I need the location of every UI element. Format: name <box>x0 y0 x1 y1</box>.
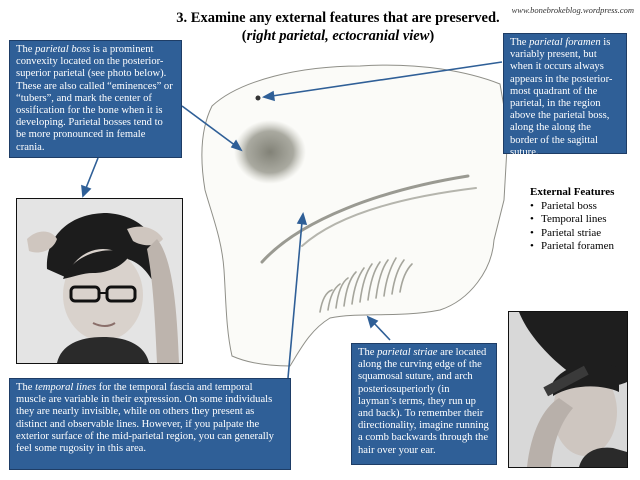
parietal-foramen-mark <box>256 96 261 101</box>
callout-text: The <box>358 347 378 358</box>
website-url: www.bonebrokeblog.wordpress.com <box>511 5 634 15</box>
callout-term: temporal lines <box>35 382 97 393</box>
callout-term: parietal foramen <box>529 37 601 48</box>
subtitle-close: ) <box>429 28 435 44</box>
callout-text: is a prominent convexity located on the posterior-superior parietal (see photo below). These are also called “eminences” or “tubers”, and mark the center of ossification for the bone when it is developing. Parietal bosses tend to be more pronounced in female crania. <box>16 44 173 153</box>
external-features-list <box>530 186 636 254</box>
callout-text: for the temporal fascia and temporal muscle are variable in their expression. On some individuals they are nearly invisible, while on others they present as distinct and observable lines. However, if you palpate the exterior surface of the mid-parietal region, you can generally feel some rugosity in this area. <box>16 382 274 455</box>
callout-parietal-boss <box>9 40 182 158</box>
page-title: 3. Examine any external features that are preserved. <box>176 10 500 26</box>
list-item: • Parietal foramen <box>530 240 636 254</box>
callout-parietal-foramen <box>503 33 627 158</box>
parietal-boss-mark <box>234 120 306 184</box>
portrait-illustration <box>17 199 182 363</box>
subtitle-italic: right parietal, ectocranial view <box>246 28 430 44</box>
comb-illustration <box>509 312 627 467</box>
arrow-boss-photo <box>86 158 98 188</box>
arrow-striae <box>373 322 390 340</box>
callout-text: The <box>16 382 36 393</box>
subtitle-open: ( <box>241 28 247 44</box>
callout-text: The <box>16 44 36 55</box>
list-item: • Parietal boss <box>530 200 636 214</box>
parietal-boss-photo <box>16 198 183 364</box>
callout-term: parietal boss <box>35 44 91 55</box>
callout-term: parietal striae <box>377 347 438 358</box>
features-list <box>530 200 636 254</box>
comb-analogy-photo <box>508 311 628 468</box>
callout-temporal-lines <box>9 378 291 470</box>
external-features-heading: External Features <box>530 186 615 198</box>
list-item: • Parietal striae <box>530 227 636 241</box>
callout-text: The <box>510 37 530 48</box>
callout-parietal-striae <box>351 343 497 465</box>
callout-text: is variably present, but when it occurs always appears in the posterior-most quadrant of the parietal, in the region above the parietal boss, along the along the border of the sagittal suture. <box>510 37 613 158</box>
list-item: • Temporal lines <box>530 213 636 227</box>
callout-text: are located along the curving edge of the squamosal suture, and arch posteriosuperiorly (in layman’s terms, they run up and back). To remember their directionality, imagine running a comb backwards through the hair over your ear. <box>358 347 489 456</box>
